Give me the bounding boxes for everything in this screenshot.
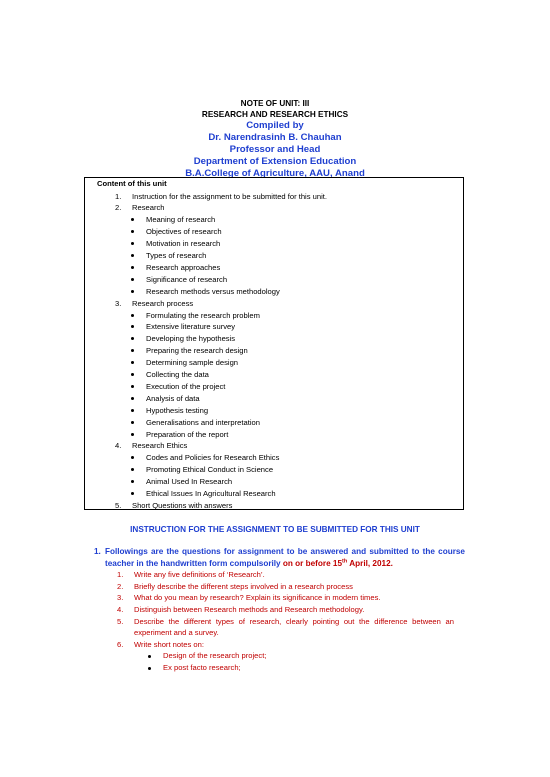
section-number: 2. bbox=[115, 203, 122, 213]
bullet-label: Research approaches bbox=[146, 262, 221, 272]
document-header bbox=[0, 98, 550, 180]
compiled-by: Compiled by bbox=[246, 120, 304, 131]
unit-subtitle: RESEARCH AND RESEARCH ETHICS bbox=[201, 110, 349, 119]
bullet-label: Types of research bbox=[146, 251, 207, 260]
bullet-icon bbox=[131, 361, 134, 364]
bullet-icon bbox=[131, 468, 134, 471]
question-number: 5. bbox=[117, 616, 124, 626]
bullet-icon bbox=[131, 409, 134, 412]
bullet-icon bbox=[131, 266, 134, 269]
bullet-icon bbox=[131, 290, 134, 293]
bullet-icon bbox=[131, 230, 134, 233]
bullet-label: Motivation in research bbox=[146, 239, 221, 249]
bullet-icon bbox=[131, 242, 134, 245]
question-text: Write any five definitions of ‘Research’. bbox=[134, 570, 265, 579]
bullet-icon bbox=[131, 433, 134, 436]
bullet-label: Ethical Issues In Agricultural Research bbox=[146, 489, 276, 498]
bullet-icon bbox=[131, 421, 134, 424]
sub-item-text: Design of the research project; bbox=[163, 651, 267, 660]
bullet-icon bbox=[131, 492, 134, 495]
bullet-label: Formulating the research problem bbox=[146, 310, 260, 320]
bullet-label: Significance of research bbox=[146, 274, 228, 284]
bullet-label: Promoting Ethical Conduct in Science bbox=[146, 465, 274, 475]
bullet-label: Developing the hypothesis bbox=[146, 334, 236, 344]
sub-item-text: Ex post facto research; bbox=[163, 663, 241, 672]
question-number: 2. bbox=[117, 581, 124, 591]
bullet-icon bbox=[131, 337, 134, 340]
college-name: B.A.College of Agriculture, AAU, Anand bbox=[185, 168, 365, 179]
instruction-heading: INSTRUCTION FOR THE ASSIGNMENT TO BE SUBMITTED FOR THIS UNIT bbox=[130, 525, 420, 534]
bullet-icon bbox=[131, 314, 134, 317]
bullet-label: Generalisations and interpretation bbox=[146, 417, 260, 427]
question-text: What do you mean by research? Explain its significance in modern times. bbox=[134, 593, 381, 602]
question-number: 4. bbox=[117, 605, 124, 614]
bullet-icon bbox=[131, 456, 134, 459]
bullet-label: Animal Used In Research bbox=[146, 477, 233, 487]
unit-title: NOTE OF UNIT: III bbox=[240, 99, 310, 108]
section-label: Instruction for the assignment to be submitted for this unit. bbox=[132, 191, 328, 201]
instruction-text-main: Followings are the questions for assignment to be answered and submitted to the course teacher in the handwritten form compulsorily bbox=[105, 547, 465, 568]
bullet-label: Execution of the project bbox=[146, 381, 226, 391]
bullet-icon bbox=[131, 349, 134, 352]
section-label: Research bbox=[132, 203, 165, 213]
bullet-label: Hypothesis testing bbox=[146, 405, 209, 415]
deadline-prefix: on or before 15 bbox=[282, 559, 343, 568]
deadline-date: April, 2012. bbox=[349, 559, 393, 568]
bullet-label: Objectives of research bbox=[146, 227, 222, 237]
bullet-label: Analysis of data bbox=[146, 393, 200, 403]
author-name: Dr. Narendrasinh B. Chauhan bbox=[208, 132, 342, 143]
deadline-sup: th bbox=[342, 558, 348, 565]
department-name: Department of Extension Education bbox=[193, 156, 357, 167]
question-text: Describe the different types of research, clearly pointing out the difference between an experiment and a survey. bbox=[134, 616, 454, 637]
section-number: 1. bbox=[115, 191, 122, 201]
bullet-label: Preparation of the report bbox=[146, 429, 229, 439]
bullet-icon bbox=[148, 667, 151, 670]
question-text: Distinguish between Research methods and Research methodology. bbox=[134, 605, 365, 614]
bullet-icon bbox=[131, 480, 134, 483]
question-text: Write short notes on: bbox=[134, 640, 204, 649]
bullet-label: Determining sample design bbox=[146, 358, 239, 368]
bullet-label: Meaning of research bbox=[146, 215, 216, 225]
section-number: 5. bbox=[115, 500, 122, 510]
bullet-icon bbox=[131, 397, 134, 400]
bullet-icon bbox=[131, 278, 134, 281]
section-label: Research Ethics bbox=[132, 441, 188, 451]
bullet-icon bbox=[131, 325, 134, 328]
instruction-number: 1. bbox=[94, 547, 101, 556]
instruction-text bbox=[105, 546, 465, 570]
instruction-deadline bbox=[283, 559, 393, 568]
question-number: 1. bbox=[117, 570, 124, 579]
section-number: 4. bbox=[115, 441, 122, 451]
bullet-label: Extensive literature survey bbox=[146, 322, 236, 332]
bullet-icon bbox=[131, 218, 134, 221]
author-designation: Professor and Head bbox=[229, 144, 321, 155]
question-number: 6. bbox=[117, 640, 124, 649]
contents-title: Content of this unit bbox=[97, 179, 167, 188]
bullet-icon bbox=[131, 254, 134, 257]
bullet-label: Preparing the research design bbox=[146, 346, 248, 356]
section-label: Research process bbox=[132, 298, 194, 308]
section-number: 3. bbox=[115, 298, 122, 308]
bullet-label: Collecting the data bbox=[146, 370, 209, 379]
question-text: Briefly describe the different steps involved in a research process bbox=[134, 581, 353, 591]
contents-box bbox=[84, 177, 464, 510]
section-label: Short Questions with answers bbox=[132, 500, 233, 510]
bullet-label: Codes and Policies for Research Ethics bbox=[146, 453, 280, 463]
bullet-label: Research methods versus methodology bbox=[146, 286, 280, 296]
bullet-icon bbox=[131, 373, 134, 376]
bullet-icon bbox=[131, 385, 134, 388]
question-number: 3. bbox=[117, 593, 124, 602]
bullet-icon bbox=[148, 655, 151, 658]
